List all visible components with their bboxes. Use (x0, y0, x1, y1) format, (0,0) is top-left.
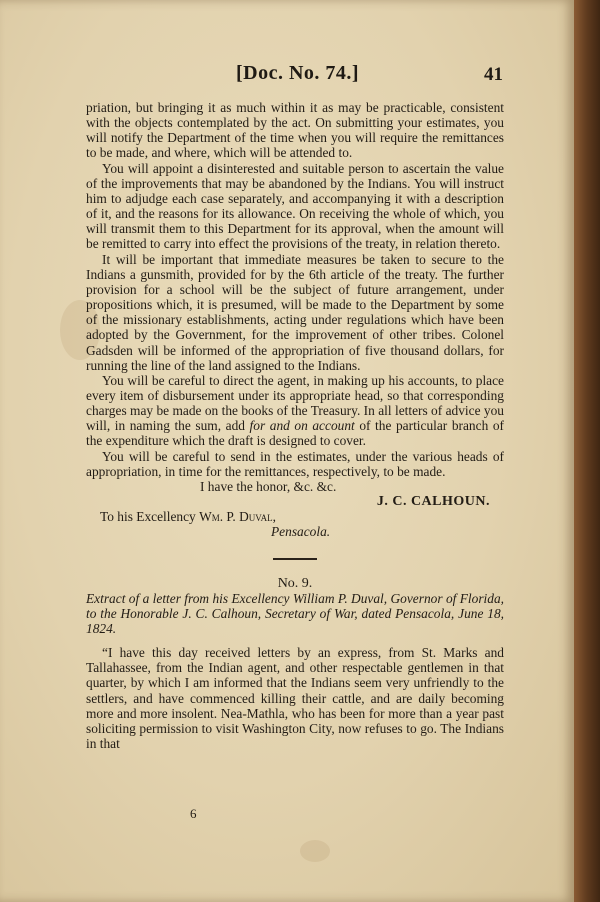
addressee-place: Pensacola. (271, 524, 331, 540)
paragraph-accounts-start: You will be careful to direct the agent, in making up his accounts, to place every item of disbursement under its appropriate head, so that corresponding charges may be made on the books of the Treasury. In all letters of advice you will, in naming the sum, add (86, 372, 504, 434)
paragraph-accounts (86, 373, 504, 449)
paragraph-accounts-italic: for and on account (249, 418, 355, 434)
addressee-name: Wm. P. Duval, (199, 509, 276, 525)
extract-body: “I have this day received letters by an express, from St. Marks and Tallahassee, from the Indian agent, and other respectable gentlemen in that quarter, by which I am informed that the Indians seem very unfriendly to the settlers, and have commenced killing their cattle, and are daily becoming more and more insolent. Nea-Mathla, who has been for more than a year past soliciting permission to visit Washington City, now refuses to go. The Indians in that (86, 645, 504, 752)
extract-title: Extract of a letter from his Excellency William P. Duval, Governor of Florida, to the Honorable J. C. Calhoun, Secretary of War, dated Pensacola, June 18, 1824. (86, 590, 504, 636)
book-spine-edge (574, 0, 600, 902)
addressee-prefix: To his Excellency (100, 509, 200, 525)
page-body (86, 100, 504, 751)
document-number: [Doc. No. 74.] (236, 62, 360, 84)
paragraph-gunsmith: It will be important that immediate measures be taken to secure to the Indians a gunsmith, provided for by the 6th article of the treaty. The further provision for a school will be the subject of future arrangement, under propositions which, it is presumed, will be made to the Department by some of the missionary establishments, acting under regulations which have been adopted by the Government, for the improvement of other tribes. Colonel Gadsden will be informed of the appropriation of five thousand dollars, for running the line of the land assigned to the Indians. (86, 251, 504, 373)
paragraph-improvements: You will appoint a disinterested and suitable person to ascertain the value of the improvements that may be abandoned by the Indians. You will instruct him to adjudge each case separately, and accompanying it with a description of it, and the reasons for its allowance. On receiving the whole of which, you will transmit them to this Department for its approval, when the amount will be remitted to carry into effect the provisions of the treaty, in relation thereto. (86, 160, 504, 252)
closing-honor: I have the honor, &c. &c. (200, 478, 337, 494)
signature-mark: 6 (190, 806, 197, 821)
page-header (0, 62, 574, 92)
page-number: 41 (484, 64, 503, 85)
paragraph-accounts-end: of the particular branch of the expenditure which the draft is designed to cover. (86, 418, 504, 449)
paragraph-continuation: priation, but bringing it as much within it as may be practicable, consistent with the objects contemplated by the act. On submitting your estimates, you will notify the Department of the time when you will require the remittances to be made, and where, which will be attended to. (86, 100, 504, 161)
paragraph-estimates: You will be careful to send in the estimates, under the various heads of appropriation, in time for the remittances, respectively, to be made. (86, 448, 504, 479)
section-heading: No. 9. (277, 575, 313, 591)
section-divider (273, 558, 317, 560)
paper-stain (300, 840, 330, 862)
addressee-line (86, 509, 504, 524)
signature-calhoun: J. C. CALHOUN. (376, 494, 490, 510)
